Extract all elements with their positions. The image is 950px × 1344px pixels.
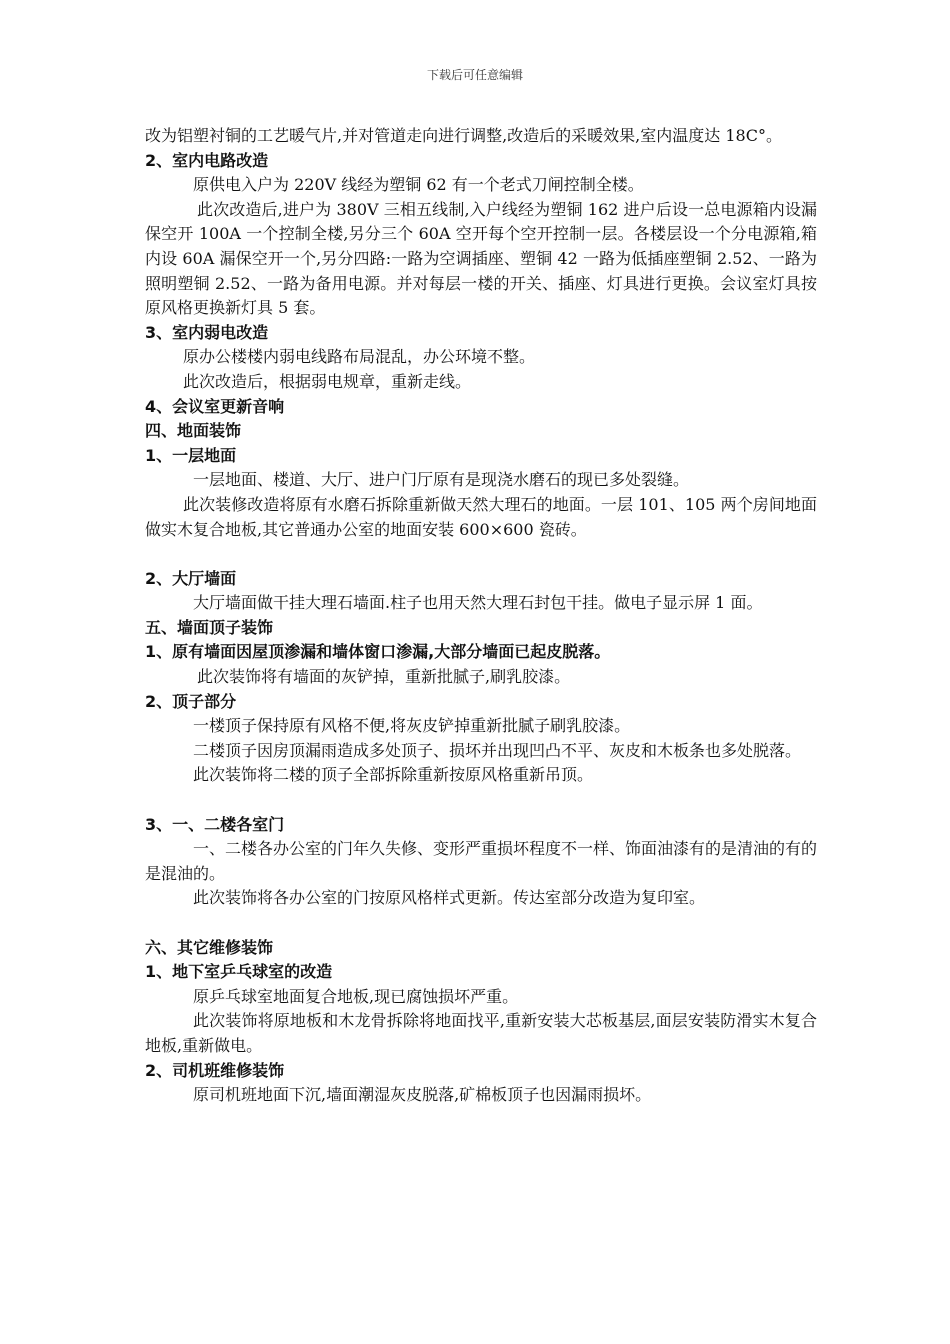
section-heading: 1、一层地面 xyxy=(145,445,237,465)
paragraph: 此次装饰将有墙面的灰铲掉，重新批腻子,刷乳胶漆。 xyxy=(197,667,571,687)
section-heading: 2、室内电路改造 xyxy=(145,150,269,170)
paragraph: 原司机班地面下沉,墙面潮湿灰皮脱落,矿棉板顶子也因漏雨损坏。 xyxy=(193,1085,652,1105)
blank-line xyxy=(145,788,817,813)
section-heading: 2、司机班维修装饰 xyxy=(145,1060,285,1080)
paragraph: 原办公楼楼内弱电线路布局混乱，办公环境不整。 xyxy=(183,347,536,367)
section-heading: 4、会议室更新音响 xyxy=(145,396,285,416)
paragraph: 一、二楼各办公室的门年久失修、变形严重损坏程度不一样、饰面油漆有的是清油的有的是混油的。 xyxy=(145,839,818,883)
paragraph: 此次改造后,进户为 380V 三相五线制,入户线经为塑铜 162 进户后设一总电源箱内设漏保空开 100A 一个控制全楼,另分三个 60A 空开每个空开控制一层。各楼层设一个分电源箱,箱内设 60A 漏保空开一个,另分四路:一路为空调插座、塑铜 42 一路为低插座塑铜 2.52、一路为照明塑铜 2.52、一路为备用电源。并对每层一楼的开关、插座、灯具进行更换。会议室灯具按原风格更换新灯具 5 套。 xyxy=(145,199,817,318)
paragraph: 大厅墙面做干挂大理石墙面.柱子也用天然大理石封包干挂。做电子显示屏 1 面。 xyxy=(193,593,763,613)
page-header: 下载后可任意编辑 xyxy=(426,68,523,82)
section-heading: 五、墙面顶子装饰 xyxy=(145,617,274,637)
paragraph: 原供电入户为 220V 线经为塑铜 62 有一个老式刀闸控制全楼。 xyxy=(193,175,644,195)
paragraph: 改为铝塑衬铜的工艺暖气片,并对管道走向进行调整,改造后的采暖效果,室内温度达 18C°。 xyxy=(145,126,782,145)
paragraph: 一楼顶子保持原有风格不便,将灰皮铲掉重新批腻子刷乳胶漆。 xyxy=(193,716,631,736)
section-heading: 2、大厅墙面 xyxy=(145,568,237,588)
paragraph: 一层地面、楼道、大厅、进户门厅原有是现浇水磨石的现已多处裂缝。 xyxy=(193,470,690,490)
paragraph: 此次装修改造将原有水磨石拆除重新做天然大理石的地面。一层 101、105 两个房间地面做实木复合地板,其它普通办公室的地面安装 600×600 瓷砖。 xyxy=(145,494,817,539)
paragraph: 此次改造后，根据弱电规章，重新走线。 xyxy=(183,371,472,391)
blank-line xyxy=(145,911,817,936)
paragraph: 此次装饰将原地板和木龙骨拆除将地面找平,重新安装大芯板基层,面层安装防滑实木复合地板,重新做电。 xyxy=(145,1011,817,1055)
paragraph: 此次装饰将各办公室的门按原风格样式更新。传达室部分改造为复印室。 xyxy=(193,888,706,908)
paragraph: 原乒乓球室地面复合地板,现已腐蚀损坏严重。 xyxy=(193,986,519,1006)
section-heading: 3、一、二楼各室门 xyxy=(145,814,285,834)
blank-line xyxy=(145,542,817,567)
section-heading: 3、室内弱电改造 xyxy=(145,322,269,342)
section-heading: 2、顶子部分 xyxy=(145,691,237,711)
section-heading: 1、原有墙面因屋顶渗漏和墙体窗口渗漏,大部分墙面已起皮脱落。 xyxy=(145,642,611,662)
section-heading: 六、其它维修装饰 xyxy=(145,937,274,957)
section-heading: 1、地下室乒乓球室的改造 xyxy=(145,962,333,982)
paragraph: 二楼顶子因房顶漏雨造成多处顶子、损坏并出现凹凸不平、灰皮和木板条也多处脱落。 xyxy=(193,740,802,760)
document-body xyxy=(145,124,817,1108)
paragraph: 此次装饰将二楼的顶子全部拆除重新按原风格重新吊顶。 xyxy=(193,765,594,785)
section-heading: 四、地面装饰 xyxy=(145,421,242,441)
